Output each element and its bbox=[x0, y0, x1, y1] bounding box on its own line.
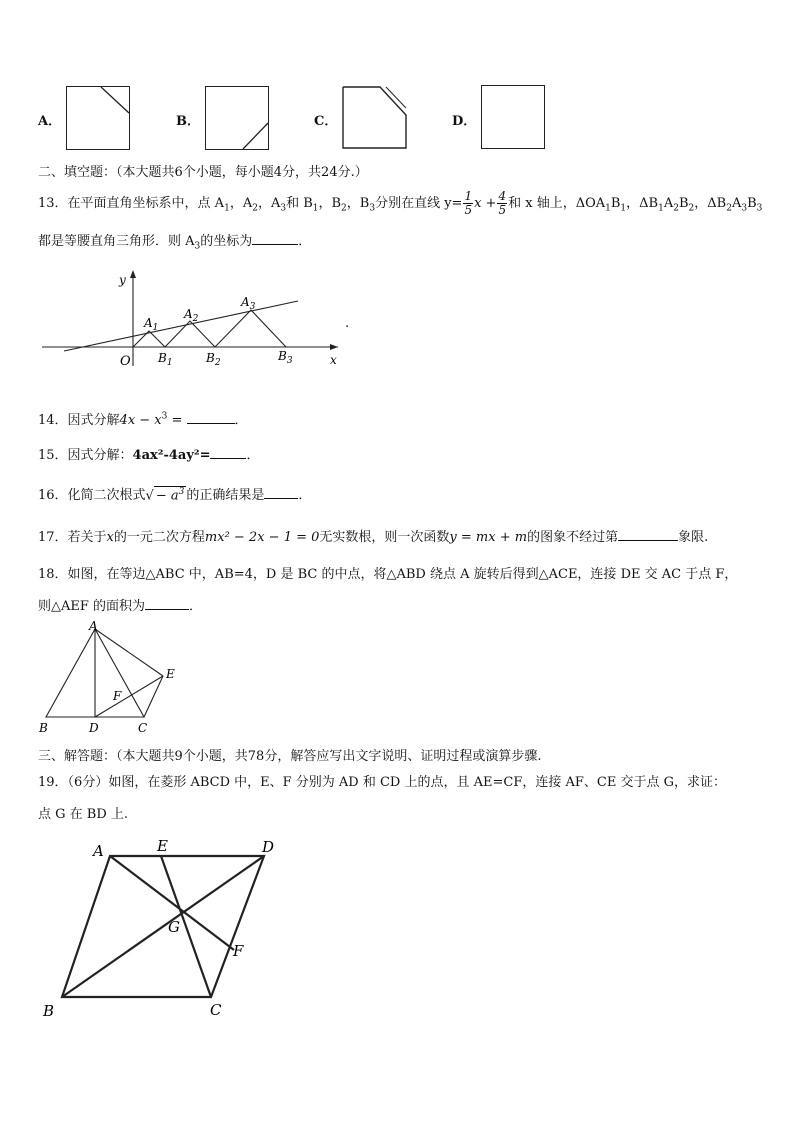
point-e-label: E bbox=[166, 667, 175, 681]
question-18-line-2: 则△AEF 的面积为 ． bbox=[38, 599, 203, 614]
fraction-four-fifths: $\frac{4}{5}$ bbox=[498, 189, 507, 217]
point-d-label: D bbox=[262, 838, 275, 856]
answer-blank-13[interactable] bbox=[252, 232, 298, 245]
option-b-figure bbox=[205, 86, 269, 150]
question-15: 15．因式分解：4ax²-4ay²= ． bbox=[38, 448, 260, 463]
point-f-label: F bbox=[113, 689, 122, 703]
question-19-figure bbox=[38, 834, 288, 1024]
point-a2-label: $A_2$ bbox=[184, 307, 199, 324]
question-18-figure bbox=[36, 618, 186, 740]
x-axis-label: x bbox=[330, 353, 337, 367]
figure-13-dot: . bbox=[345, 316, 350, 331]
fraction-one-fifth: $\frac{1}{5}$ bbox=[464, 189, 473, 217]
point-c-label: C bbox=[210, 1001, 222, 1019]
point-b-label: B bbox=[43, 1002, 55, 1020]
point-c-label: C bbox=[138, 721, 148, 735]
point-e-label: E bbox=[157, 837, 168, 855]
answer-blank-14[interactable] bbox=[187, 411, 235, 424]
question-17: 17．若关于x的一元二次方程mx² − 2x − 1 = 0无实数根，则一次函数y = mx + m的图象不经过第 象限. bbox=[38, 530, 709, 545]
answer-blank-18[interactable] bbox=[145, 597, 189, 610]
answer-blank-16[interactable] bbox=[264, 486, 298, 499]
option-b-label[interactable]: B． bbox=[176, 114, 200, 129]
y-axis-label: y bbox=[119, 273, 126, 287]
option-a-label[interactable]: A． bbox=[38, 114, 62, 129]
question-13-line-1: 13．在平面直角坐标系中，点 $A_1$，$A_2$，$A_3$和 $B_1$，$B_2$，$B_3$分别在直线 y= $\frac{1}{5}$ x + $\frac{4}{5}$ 和 x 轴上，$\Delta OA_1B_1$，$\Delta B_1A_2B_2$，$\Delta B_2A_3B_3$ bbox=[38, 189, 763, 217]
point-a3-label: $A_3$ bbox=[241, 295, 256, 312]
point-a1-label: $A_1$ bbox=[144, 316, 159, 333]
point-a-label: A bbox=[93, 842, 104, 860]
option-a-figure bbox=[66, 86, 130, 150]
question-19-line-1: 19．（6分）如图，在菱形 ABCD 中，E、F 分别为 AD 和 CD 上的点，且 AE=CF，连接 AF、CE 交于点 G，求证： bbox=[38, 775, 726, 790]
section-2-heading: 二、填空题：（本大题共6个小题，每小题4分，共24分.） bbox=[38, 165, 368, 180]
answer-blank-15[interactable] bbox=[210, 446, 246, 459]
point-d-label: D bbox=[89, 721, 99, 735]
square-root: √ − $a^3$ bbox=[145, 486, 185, 503]
point-b1-label: $B_1$ bbox=[158, 351, 173, 368]
question-19-line-2: 点 G 在 BD 上. bbox=[38, 807, 129, 822]
option-d-figure bbox=[481, 85, 545, 149]
point-a-label: A bbox=[89, 619, 98, 633]
point-b-label: B bbox=[39, 721, 48, 735]
option-c-label[interactable]: C． bbox=[314, 114, 338, 129]
point-g-label: G bbox=[168, 918, 180, 936]
section-3-heading: 三、解答题：（本大题共9个小题，共78分，解答应写出文字说明、证明过程或演算步骤. bbox=[38, 749, 542, 764]
question-13-figure bbox=[38, 266, 358, 372]
option-c-figure bbox=[342, 86, 408, 150]
option-d-label[interactable]: D． bbox=[452, 114, 477, 129]
question-14: 14．因式分解$4x - x^3$ = ． bbox=[38, 411, 248, 428]
point-f-label: F bbox=[233, 942, 244, 960]
point-b3-label: $B_3$ bbox=[278, 349, 293, 366]
question-13-line-2: 都是等腰直角三角形．则 $A_3$的坐标为 ． bbox=[38, 234, 312, 252]
answer-blank-17[interactable] bbox=[618, 528, 678, 541]
point-b2-label: $B_2$ bbox=[206, 351, 221, 368]
question-16: 16．化简二次根式√ − $a^3$ 的正确结果是 ． bbox=[38, 486, 312, 503]
origin-label: O bbox=[120, 354, 131, 369]
question-18-line-1: 18．如图，在等边△ABC 中，AB=4，D 是 BC 的中点，将△ABD 绕点 A 旋转后得到△ACE，连接 DE 交 AC 于点 F， bbox=[38, 567, 738, 582]
